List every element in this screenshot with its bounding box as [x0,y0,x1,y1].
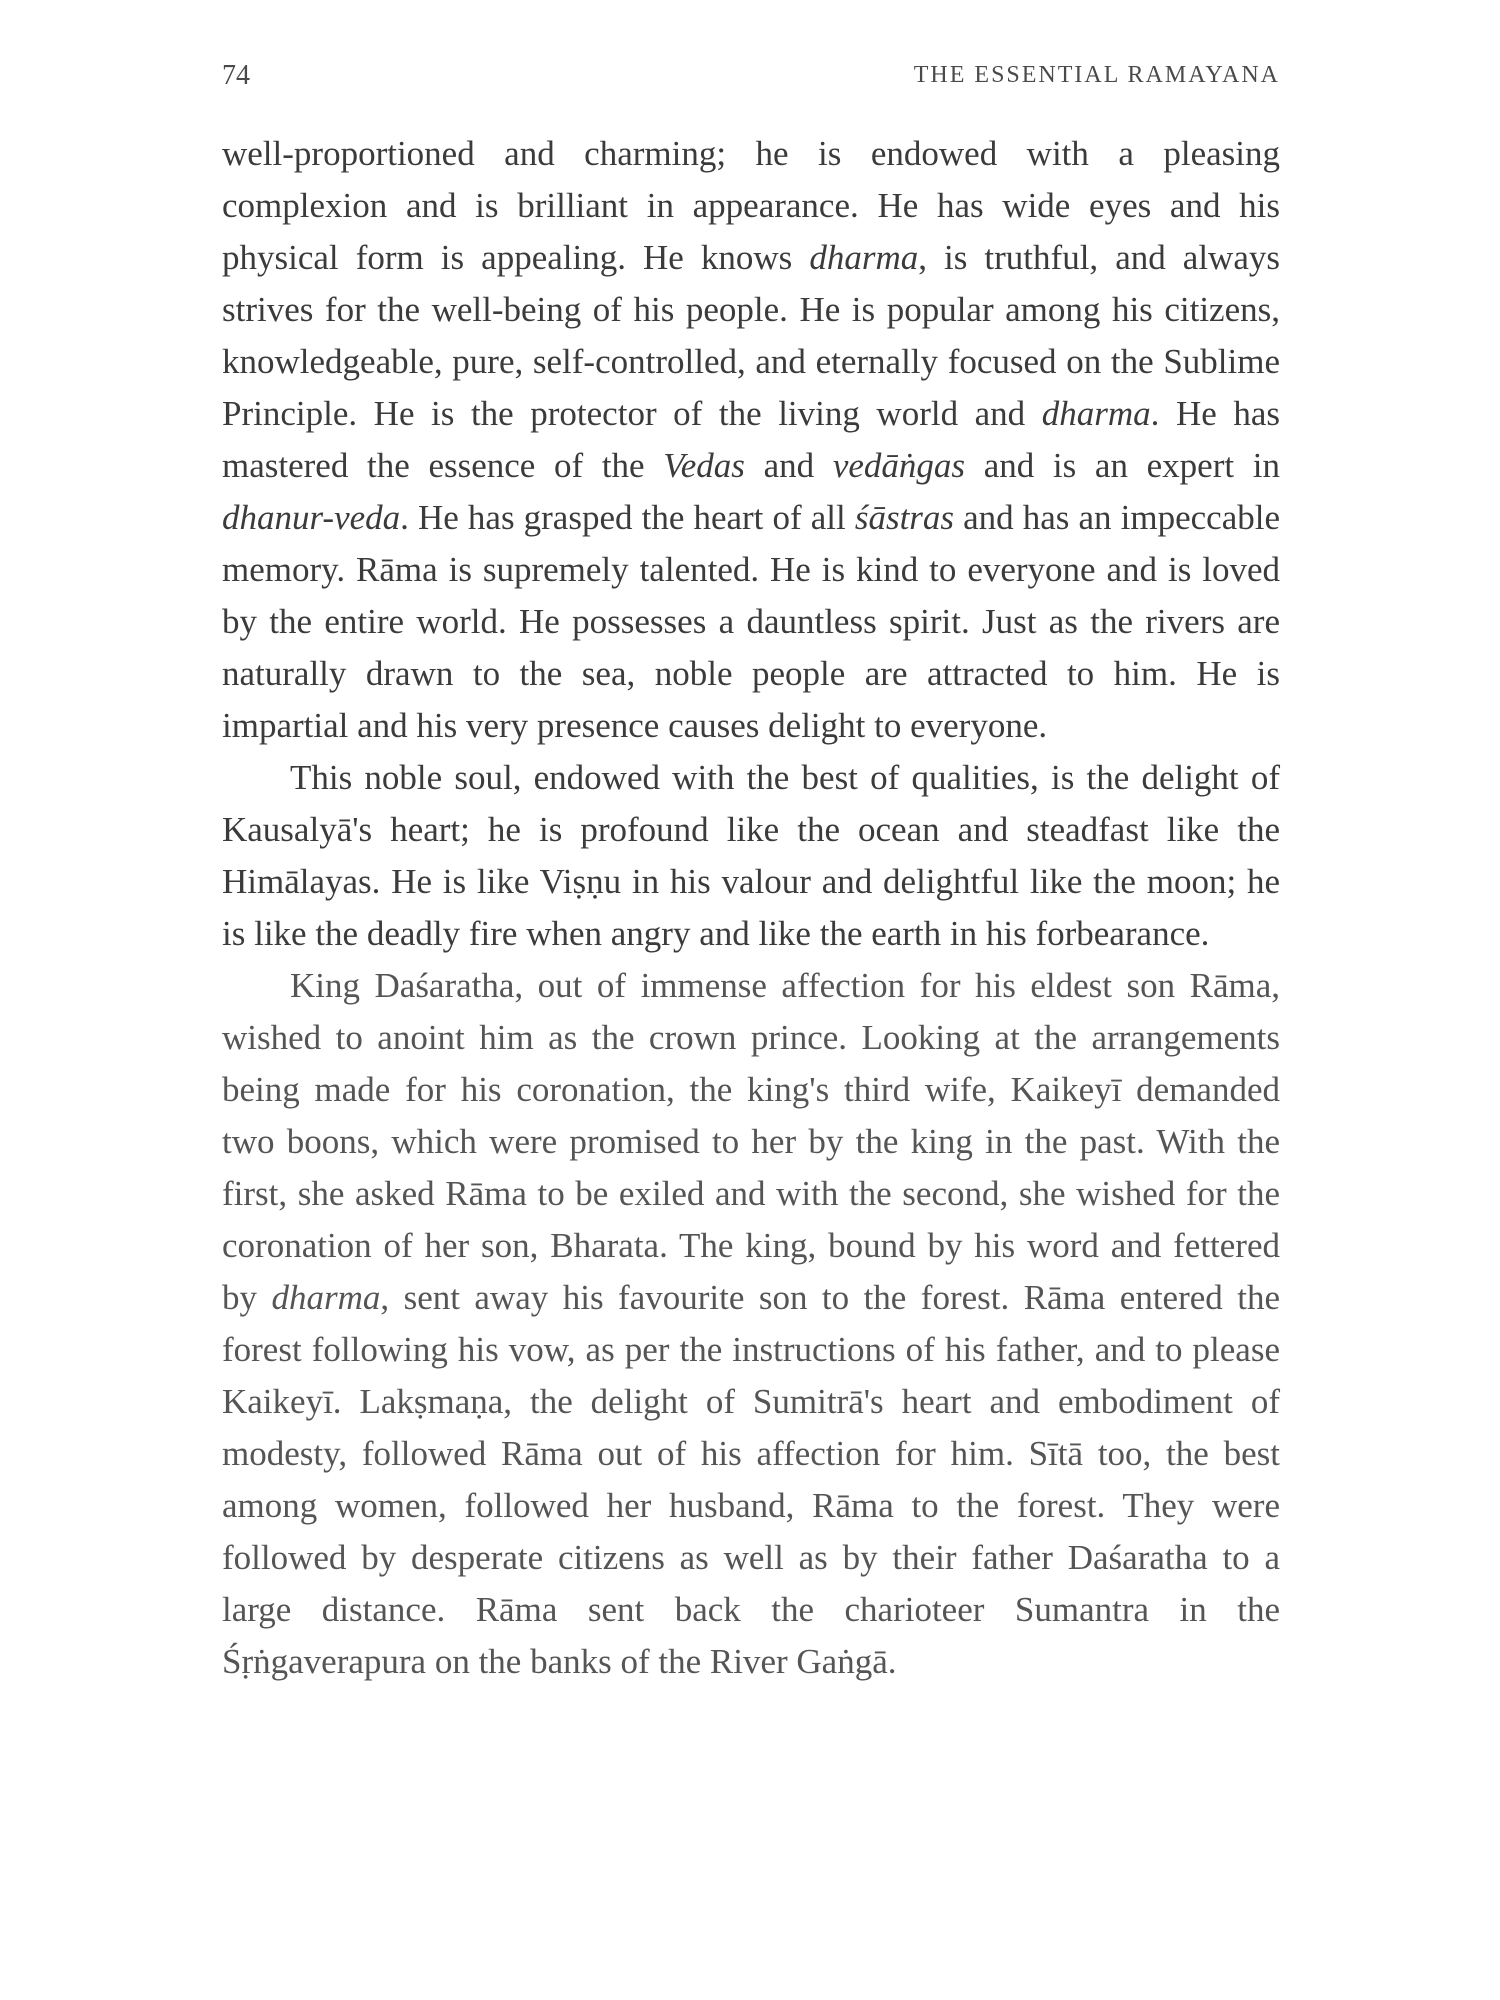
text-segment: and is an expert in [965,446,1280,485]
paragraph-1 [222,128,1280,752]
text-segment-italic: vedāṅgas [832,446,966,485]
paragraph-2 [222,752,1280,960]
paragraph-3 [222,960,1280,1688]
text-segment-italic: śāstras [854,498,955,537]
book-title-header: THE ESSENTIAL RAMAYANA [913,62,1280,88]
text-segment: This noble soul, endowed with the best of qualities, is the delight of Kausalyā's heart; he is profound like the ocean and steadfast like the Himālayas. He is like Viṣṇu in his valour and delightful like the moon; he is like the deadly fire when angry and like the earth in his forbearance. [222,758,1280,953]
text-segment-italic: dharma [271,1278,381,1317]
text-segment-italic: dharma [1041,394,1151,433]
text-segment-italic: dharma [809,238,919,277]
text-segment: . He has mastered the essence of the [222,394,1280,485]
text-segment: . He has grasped the heart of all [400,498,855,537]
page-number: 74 [222,60,250,91]
text-segment: King Daśaratha, out of immense affection for his eldest son Rāma, wished to anoint him as the crown prince. Looking at the arrangements being made for his coronation, the king's third wife, Kaikeyī demanded two boons, which were promised to her by the king in the past. With the first, she asked Rāma to be exiled and with the second, she wished for the coronation of her son, Bharata. The king, bound by his word and fettered by [222,966,1280,1317]
text-segment: , sent away his favourite son to the forest. Rāma entered the forest following his vow, as per the instructions of his father, and to please Kaikeyī. Lakṣmaṇa, the delight of Sumitrā's heart and embodiment of modesty, followed Rāma out of his affection for him. Sītā too, the best among women, followed her husband, Rāma to the forest. They were followed by desperate citizens as well as by their father Daśaratha to a large distance. Rāma sent back the charioteer Sumantra in the Śṛṅgaverapura on the banks of the River Gaṅgā. [222,1278,1281,1681]
running-head [222,60,1280,100]
text-segment-italic: Vedas [663,446,745,485]
body-text [222,128,1280,1688]
text-segment: , is truthful, and always strives for the well-being of his people. He is popular among his citizens, knowledgeable, pure, self-controlled, and eternally focused on the Sublime Principle. He is the protector of the living world and [222,238,1280,433]
text-segment: well-proportioned and charming; he is endowed with a pleasing complexion and is brilliant in appearance. He has wide eyes and his physical form is appealing. He knows [222,134,1280,277]
text-segment-italic: dhanur-veda [222,498,401,537]
text-segment: and has an impeccable memory. Rāma is supremely talented. He is kind to everyone and is loved by the entire world. He possesses a dauntless spirit. Just as the rivers are naturally drawn to the sea, noble people are attracted to him. He is impartial and his very presence causes delight to everyone. [222,498,1280,745]
text-segment: and [744,446,833,485]
